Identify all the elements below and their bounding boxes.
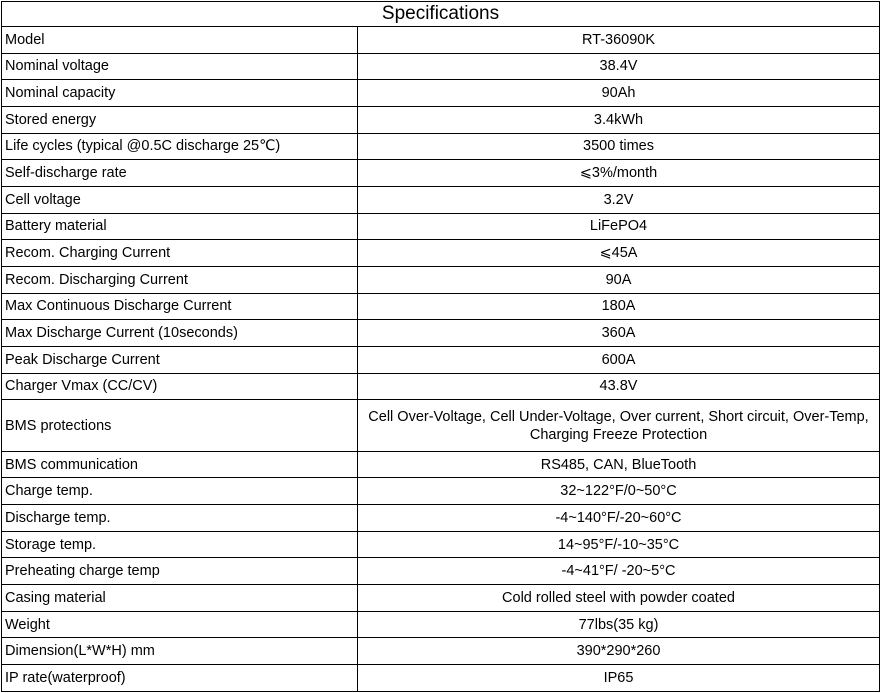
spec-value: 3500 times: [358, 133, 880, 160]
spec-label: Nominal voltage: [2, 53, 358, 80]
spec-label: Cell voltage: [2, 186, 358, 213]
table-body: [2, 27, 880, 692]
spec-label: Life cycles (typical @0.5C discharge 25℃): [2, 133, 358, 160]
spec-value: 360A: [358, 320, 880, 347]
spec-label: BMS protections: [2, 400, 358, 452]
table-row: [2, 293, 880, 320]
table-row: [2, 611, 880, 638]
spec-label: Recom. Discharging Current: [2, 266, 358, 293]
spec-value: LiFePO4: [358, 213, 880, 240]
spec-label: Stored energy: [2, 106, 358, 133]
spec-value: ⩽3%/month: [358, 160, 880, 187]
table-row: [2, 478, 880, 505]
table-row: [2, 585, 880, 612]
table-row: [2, 240, 880, 267]
table-title: Specifications: [2, 2, 880, 27]
spec-label: Preheating charge temp: [2, 558, 358, 585]
spec-value: 32~122°F/0~50°C: [358, 478, 880, 505]
spec-label: BMS communication: [2, 451, 358, 478]
spec-label: Charger Vmax (CC/CV): [2, 373, 358, 400]
spec-value: -4~140°F/-20~60°C: [358, 505, 880, 532]
table-row: [2, 346, 880, 373]
spec-label: Self-discharge rate: [2, 160, 358, 187]
spec-value: 43.8V: [358, 373, 880, 400]
table-row: [2, 213, 880, 240]
table-row: [2, 186, 880, 213]
table-row: [2, 160, 880, 187]
table-row: [2, 320, 880, 347]
spec-value: 180A: [358, 293, 880, 320]
spec-label: Battery material: [2, 213, 358, 240]
spec-value: IP65: [358, 665, 880, 692]
spec-value: 600A: [358, 346, 880, 373]
table-row: [2, 400, 880, 452]
spec-value: RT-36090K: [358, 27, 880, 54]
spec-label: Nominal capacity: [2, 80, 358, 107]
table-row: [2, 451, 880, 478]
spec-value: RS485, CAN, BlueTooth: [358, 451, 880, 478]
spec-value: 38.4V: [358, 53, 880, 80]
table-row: [2, 53, 880, 80]
specifications-table: [1, 1, 880, 692]
spec-label: Recom. Charging Current: [2, 240, 358, 267]
spec-label: Max Continuous Discharge Current: [2, 293, 358, 320]
spec-value: 3.4kWh: [358, 106, 880, 133]
spec-label: Discharge temp.: [2, 505, 358, 532]
spec-label: Model: [2, 27, 358, 54]
table-row: [2, 27, 880, 54]
spec-label: IP rate(waterproof): [2, 665, 358, 692]
spec-value: ⩽45A: [358, 240, 880, 267]
spec-value: 390*290*260: [358, 638, 880, 665]
table-row: [2, 638, 880, 665]
spec-label: Dimension(L*W*H) mm: [2, 638, 358, 665]
spec-value: -4~41°F/ -20~5°C: [358, 558, 880, 585]
spec-label: Weight: [2, 611, 358, 638]
spec-label: Charge temp.: [2, 478, 358, 505]
table-row: [2, 373, 880, 400]
spec-value: 14~95°F/-10~35°C: [358, 531, 880, 558]
spec-value: Cell Over-Voltage, Cell Under-Voltage, Over current, Short circuit, Over-Temp, Charging Freeze Protection: [358, 400, 880, 452]
table-row: [2, 133, 880, 160]
table-row: [2, 505, 880, 532]
table-row: [2, 531, 880, 558]
spec-label: Storage temp.: [2, 531, 358, 558]
spec-label: Max Discharge Current (10seconds): [2, 320, 358, 347]
table-row: [2, 665, 880, 692]
table-row: [2, 80, 880, 107]
spec-label: Casing material: [2, 585, 358, 612]
spec-value: 90A: [358, 266, 880, 293]
table-row: [2, 558, 880, 585]
table-row: [2, 106, 880, 133]
table-row: [2, 266, 880, 293]
spec-value: 3.2V: [358, 186, 880, 213]
spec-value: 90Ah: [358, 80, 880, 107]
table-header-row: [2, 2, 880, 27]
spec-value: 77lbs(35 kg): [358, 611, 880, 638]
spec-value: Cold rolled steel with powder coated: [358, 585, 880, 612]
spec-label: Peak Discharge Current: [2, 346, 358, 373]
